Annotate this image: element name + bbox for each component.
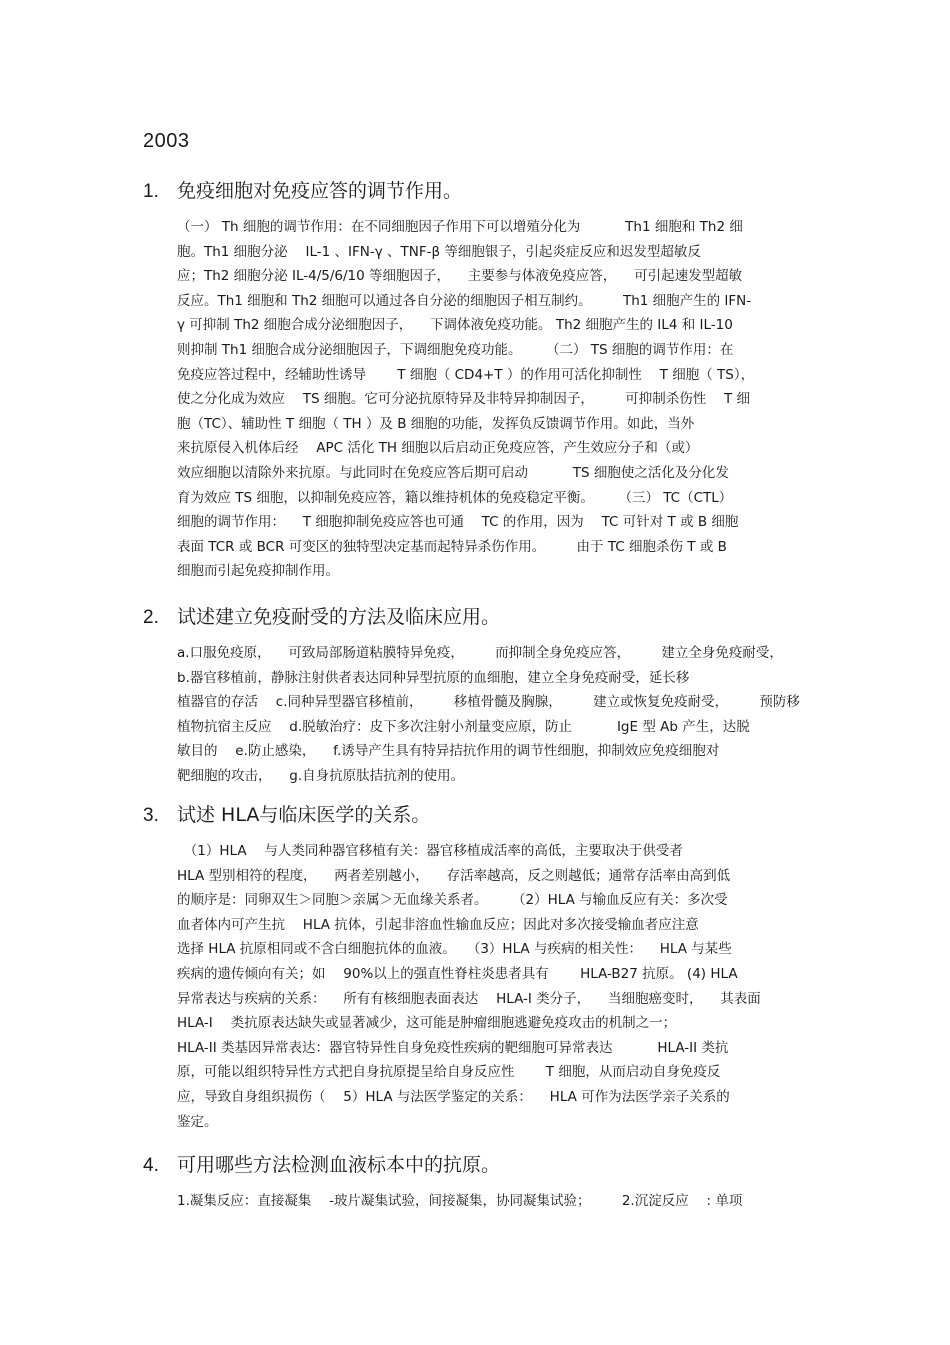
text-line: 1.凝集反应：直接凝集 -玻片凝集试验，间接凝集，协同凝集试验； 2.沉淀反应 : 单项 <box>177 1193 743 1209</box>
section-number: 2. <box>143 607 159 628</box>
document-year: 2003 <box>143 130 190 152</box>
text-line: 异常表达与疾病的关系： 所有有核细胞表面表达 HLA-I 类分子， 当细胞癌变时， 其表面 <box>177 990 761 1007</box>
section-title: 试述建立免疫耐受的方法及临床应用。 <box>177 606 501 628</box>
text-line: 应；Th2 细胞分泌 IL-4/5/6/10 等细胞因子， 主要参与体液免疫应答， 可引起速发型超敏 <box>177 268 743 285</box>
text-line: HLA-II 类基因异常表达：器官特异性自身免疫性疾病的靶细胞可异常表达 HLA-II 类抗 <box>177 1039 729 1056</box>
text-line: 植物抗宿主反应 d.脱敏治疗：皮下多次注射小剂量变应原，防止 IgE 型 Ab 产生，达脱 <box>177 718 750 735</box>
section-heading <box>143 802 813 829</box>
text-line: （一） Th 细胞的调节作用：在不同细胞因子作用下可以增殖分化为 Th1 细胞和 Th2 细 <box>177 219 743 235</box>
text-line: 的顺序是：同卵双生＞同胞＞亲属＞无血缘关系者。 （2）HLA 与输血反应有关：多次受 <box>177 892 728 909</box>
section-number: 4. <box>143 1155 159 1176</box>
text-line: 敏目的 e.防止感染， f.诱导产生具有特异拮抗作用的调节性细胞，抑制效应免疫细胞对 <box>177 743 720 760</box>
text-line: 反应。Th1 细胞和 Th2 细胞可以通过各自分泌的细胞因子相互制约。 Th1 细胞产生的 IFN- <box>177 292 752 309</box>
text-line: b.器官移植前，静脉注射供者表达同种异型抗原的血细胞，建立全身免疫耐受，延长移 <box>177 669 690 686</box>
text-line: 应，导致自身组织损伤（ 5）HLA 与法医学鉴定的关系： HLA 可作为法医学亲子关系的 <box>177 1088 730 1105</box>
text-line: 鉴定。 <box>177 1113 218 1130</box>
section-3 <box>143 802 813 1134</box>
section-title: 可用哪些方法检测血液标本中的抗原。 <box>177 1154 501 1176</box>
section-heading <box>143 604 813 631</box>
text-line: 使之分化成为效应 TS 细胞。它可分泌抗原特异及非特异抑制因子， 可抑制杀伤性 T 细 <box>177 391 751 408</box>
text-line: a.口服免疫原， 可致局部肠道粘膜特异免疫， 而抑制全身免疫应答， 建立全身免疫耐受， <box>177 645 783 661</box>
text-line: 血者体内可产生抗 HLA 抗体，引起非溶血性输血反应；因此对多次接受输血者应注意 <box>177 916 699 933</box>
section-title: 试述 HLA与临床医学的关系。 <box>177 804 431 826</box>
text-line: γ 可抑制 Th2 细胞合成分泌细胞因子， 下调体液免疫功能。 Th2 细胞产生的 IL4 和 IL-10 <box>177 317 733 334</box>
section-4 <box>143 1152 813 1214</box>
section-heading <box>143 1152 813 1179</box>
text-line: 育为效应 TS 细胞，以抑制免疫应答，籍以维持机体的免疫稳定平衡。 （三） TC（CTL） <box>177 489 733 506</box>
text-line: 原，可能以组织特异性方式把自身抗原提呈给自身反应性 T 细胞，从而启动自身免疫反 <box>177 1064 721 1081</box>
section-body <box>177 641 807 789</box>
text-line: 靶细胞的攻击， g.自身抗原肽拮抗剂的使用。 <box>177 767 465 784</box>
text-line: 细胞而引起免疫抑制作用。 <box>177 563 339 580</box>
text-line: HLA 型别相符的程度， 两者差别越小， 存活率越高，反之则越低；通常存活率由高到低 <box>177 867 731 884</box>
section-number: 3. <box>143 805 159 826</box>
section-1 <box>143 178 813 584</box>
text-line: HLA-I 类抗原表达缺失或显著减少，这可能是肿瘤细胞逃避免疫攻击的机制之一； <box>177 1015 677 1032</box>
section-body <box>177 1189 807 1214</box>
text-line: （1）HLA 与人类同种器官移植有关：器官移植成活率的高低，主要取决于供受者 <box>177 843 683 859</box>
text-line: 选择 HLA 抗原相同或不含白细胞抗体的血液。 （3）HLA 与疾病的相关性： HLA 与某些 <box>177 941 732 958</box>
text-line: 则抑制 Th1 细胞合成分泌细胞因子，下调细胞免疫功能。 （二） TS 细胞的调节作用：在 <box>177 341 734 358</box>
text-line: 胞（TC）、辅助性 T 细胞（ TH ）及 B 细胞的功能，发挥负反馈调节作用。如此，当外 <box>177 415 695 432</box>
section-body <box>177 215 807 584</box>
section-number: 1. <box>143 181 159 202</box>
text-line: 免疫应答过程中，经辅助性诱导 T 细胞（ CD4+T ）的作用可活化抑制性 T 细胞（ TS）， <box>177 366 755 383</box>
text-line: 效应细胞以清除外来抗原。与此同时在免疫应答后期可启动 TS 细胞使之活化及分化发 <box>177 464 729 481</box>
section-heading <box>143 178 813 205</box>
text-line: 表面 TCR 或 BCR 可变区的独特型决定基而起特异杀伤作用。 由于 TC 细胞杀伤 T 或 B <box>177 538 727 555</box>
text-line: 植器官的存活 c.同种异型器官移植前， 移植骨髓及胸腺， 建立或恢复免疫耐受， 预防移 <box>177 694 800 711</box>
text-line: 疾病的遗传倾向有关；如 90%以上的强直性脊柱炎患者具有 HLA-B27 抗原。 (4) HLA <box>177 965 738 982</box>
text-line: 来抗原侵入机体后经 APC 活化 TH 细胞以后启动正免疫应答，产生效应分子和（或） <box>177 440 699 457</box>
section-2 <box>143 604 813 789</box>
section-title: 免疫细胞对免疫应答的调节作用。 <box>177 180 463 202</box>
section-body <box>177 839 807 1134</box>
text-line: 细胞的调节作用： T 细胞抑制免疫应答也可通 TC 的作用，因为 TC 可针对 T 或 B 细胞 <box>177 514 739 531</box>
text-line: 胞。Th1 细胞分泌 IL-1 、IFN-γ 、TNF-β 等细胞银子，引起炎症反应和迟发型超敏反 <box>177 243 701 260</box>
